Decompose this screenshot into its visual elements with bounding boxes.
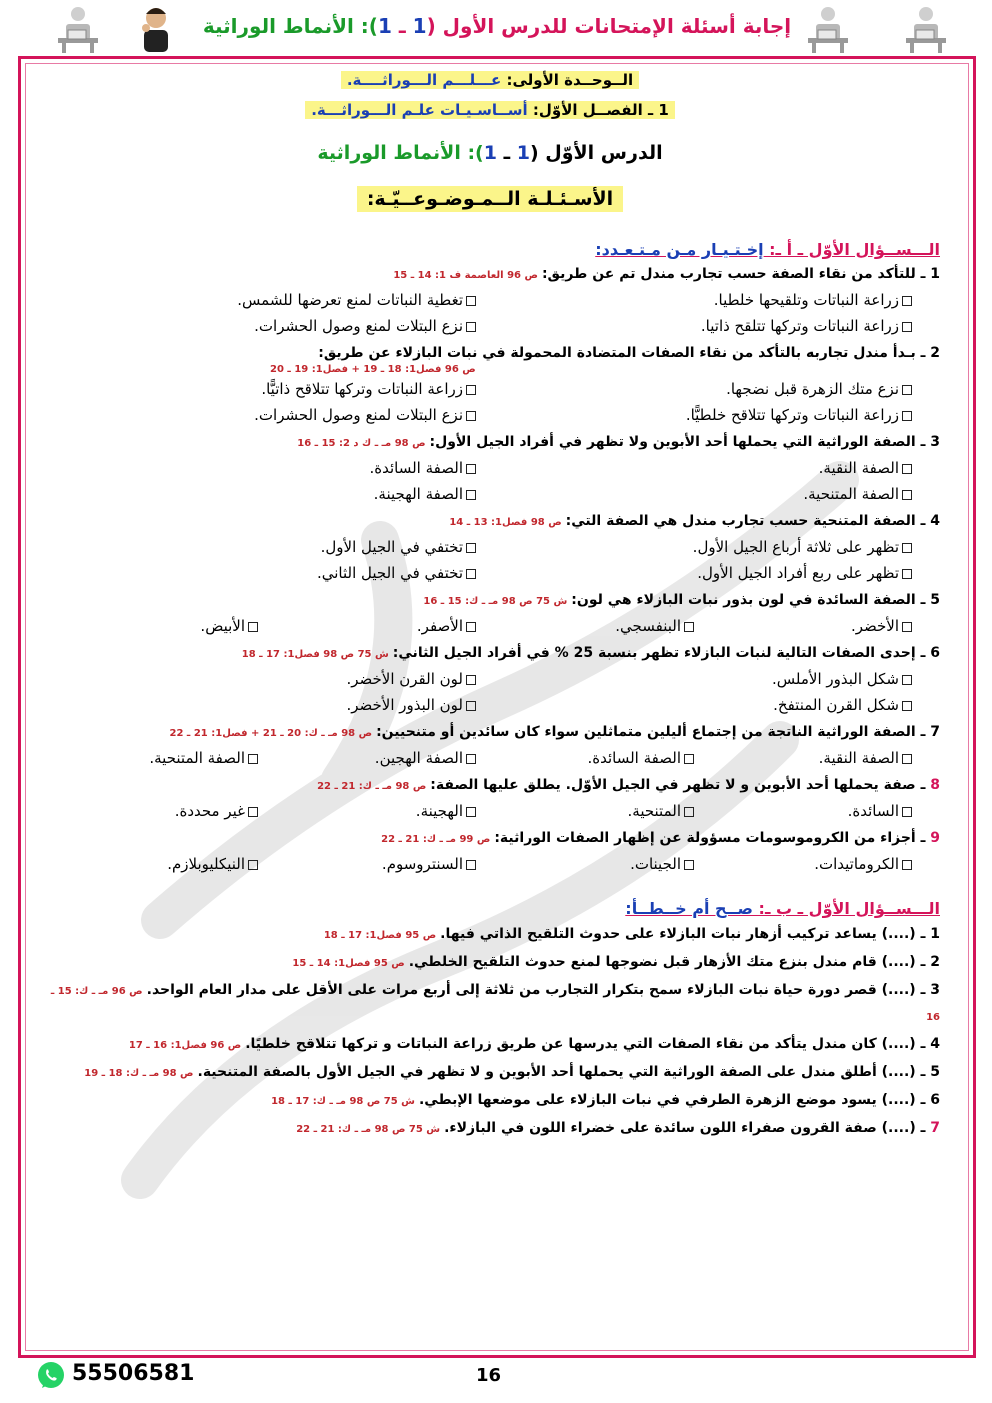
checkbox-icon — [684, 622, 694, 632]
answer-option[interactable]: الصفة النقية. — [476, 455, 912, 481]
phone-number: 55506581 — [72, 1361, 195, 1386]
answer-option[interactable]: الهجينة. — [258, 798, 476, 824]
statement-item: 2 ـ (....) قام مندل بنزع متك الأزهار قبل نضوجها لمنع حدوث التلقيح الخلطي.ص 95 فصل1: 14 ـ 15 — [292, 954, 940, 970]
checkbox-icon — [466, 569, 476, 579]
thinking-man-icon — [128, 2, 180, 54]
statement-item: 7 ـ (....) صفة القرون صفراء اللون سائدة على خضراء اللون في البازلاء.ش 75 ص 98 مـ ـ ك: 21 ـ 22 — [296, 1120, 940, 1136]
question-item: 4 ـ الصفة المتنحية حسب تجارب مندل هي الصفة التي:ص 98 فصل1: 13 ـ 14 — [449, 513, 940, 529]
answer-option[interactable]: تختفي في الجيل الثاني. — [40, 560, 476, 586]
page-title: إجابة أسئلة الإمتحانات للدرس الأول (1 ـ 1): الأنماط الوراثية — [202, 14, 792, 38]
checkbox-icon — [902, 543, 912, 553]
checkbox-icon — [902, 296, 912, 306]
answer-option[interactable]: الكروماتيدات. — [694, 851, 912, 877]
question-item: 5 ـ الصفة السائدة في لون بذور نبات البازلاء هي لون:ش 75 ص 98 مـ ـ ك: 15 ـ 16 — [423, 592, 940, 608]
checkbox-icon — [466, 701, 476, 711]
checkbox-icon — [902, 569, 912, 579]
question-item: 9 ـ أجزاء من الكروموسومات مسؤولة عن إظهار الصفات الوراثية:ص 99 مـ ـ ك: 21 ـ 22 — [381, 830, 940, 846]
answer-option[interactable]: لون القرن الأخضر. — [40, 666, 476, 692]
answer-option[interactable]: الجينات. — [476, 851, 694, 877]
statement-item: 6 ـ (....) يسود موضع الزهرة الطرفي في نبات البازلاء على موضعها الإبطي.ش 75 ص 98 مـ ـ ك: 17 ـ 18 — [271, 1092, 940, 1108]
whatsapp-icon — [36, 1361, 66, 1391]
section-b-heading: الـــســؤال الأوّل ـ ب ـ: صــح أم خــطــأ: — [625, 899, 940, 918]
answer-option[interactable]: الصفة السائدة. — [40, 455, 476, 481]
true-false-list — [40, 922, 940, 1142]
answer-option[interactable]: نزع متك الزهرة قبل نضجها. — [476, 376, 912, 402]
checkbox-icon — [902, 622, 912, 632]
answer-option[interactable]: تختفي في الجيل الأول. — [40, 534, 476, 560]
answer-option[interactable]: تظهر على ثلاثة أرباع الجيل الأول. — [476, 534, 912, 560]
checkbox-icon — [248, 807, 258, 817]
checkbox-icon — [684, 860, 694, 870]
student-at-desk-icon — [802, 2, 854, 54]
answer-option[interactable]: تظهر على ربع أفراد الجيل الأول. — [476, 560, 912, 586]
checkbox-icon — [902, 411, 912, 421]
checkbox-icon — [466, 385, 476, 395]
checkbox-icon — [902, 675, 912, 685]
answer-option[interactable]: المتنحية. — [476, 798, 694, 824]
checkbox-icon — [466, 807, 476, 817]
statement-item: 3 ـ (....) قصر دورة حياة نبات البازلاء سمح بتكرار التجارب من ثلاثة إلى أربع مرات على الأقل على مدار العام الواحد.ص 96 مـ ـ ك: 15 ـ 16 — [50, 982, 940, 1023]
answer-option[interactable]: الأخضر. — [694, 613, 912, 639]
page-header — [0, 0, 992, 58]
question-item: 7 ـ الصفة الوراثية الناتجة من إجتماع أليلين متماثلين سواء كان سائدين أو متنحيين:ص 98 مـ ـ ك: 20 ـ 21 + فصل1: 21 ـ 22 — [169, 724, 940, 740]
checkbox-icon — [466, 675, 476, 685]
answer-option[interactable]: زراعة النباتات وتلقيحها خلطيا. — [476, 287, 912, 313]
checkbox-icon — [902, 807, 912, 817]
objective-questions-title: الأسـئـلـة الــمـوضـوعــيّـة: — [40, 188, 940, 222]
statement-item: 1 ـ (....) يساعد تركيب أزهار نبات البازلاء على حدوث التلقيح الذاتي فيها.ص 95 فصل1: 17 ـ 18 — [323, 926, 940, 942]
checkbox-icon — [466, 411, 476, 421]
checkbox-icon — [902, 754, 912, 764]
answer-option[interactable]: شكل القرن المنتفخ. — [476, 692, 912, 718]
answer-option[interactable]: الصفة النقية. — [694, 745, 912, 771]
checkbox-icon — [466, 622, 476, 632]
checkbox-icon — [466, 754, 476, 764]
answer-option[interactable]: الأصفر. — [258, 613, 476, 639]
question-item: 8 ـ صفة يحملها أحد الأبوين و لا تظهر في الجيل الأوّل. يطلق عليها الصفة:ص 98 مـ ـ ك: 21 ـ 22 — [317, 777, 940, 793]
student-at-desk-icon — [900, 2, 952, 54]
checkbox-icon — [466, 464, 476, 474]
checkbox-icon — [466, 860, 476, 870]
question-item: 1 ـ للتأكد من نقاء الصفة حسب تجارب مندل تم عن طريق:ص 96 العاصمة ف 1: 14 ـ 15 — [393, 266, 940, 282]
question-item: 3 ـ الصفة الوراثية التي يحملها أحد الأبوين ولا تظهر في أفراد الجيل الأول:ص 98 مـ ـ ك د 2: 15 ـ 16 — [297, 434, 940, 450]
checkbox-icon — [902, 490, 912, 500]
answer-option[interactable]: السنتروسوم. — [258, 851, 476, 877]
checkbox-icon — [684, 807, 694, 817]
section-a-heading: الـــســؤال الأوّل ـ أ ـ: إخـتـيـار مـن مـتـعـدد: — [595, 240, 940, 259]
checkbox-icon — [902, 860, 912, 870]
statement-item: 4 ـ (....) كان مندل يتأكد من نقاء الصفات التي يدرسها عن طريق زراعة النباتات و تركها تتلاقح خلطيًا.ص 96 فصل1: 16 ـ 17 — [128, 1036, 940, 1052]
answer-option[interactable]: الصفة المتنحية. — [476, 481, 912, 507]
answer-option[interactable]: لون البذور الأخضر. — [40, 692, 476, 718]
chapter-heading: 1 ـ الفصــل الأوّل: أســاسـيـات علـم الـــوراثـــة. — [40, 100, 940, 124]
checkbox-icon — [466, 543, 476, 553]
answer-option[interactable]: الأبيض. — [40, 613, 258, 639]
mcq-list: 1 ـ للتأكد من نقاء الصفة حسب تجارب مندل تم عن طريق:ص 96 العاصمة ف 1: 14 ـ 15 زراعة النباتات وتلقيحها خلطيا. تغطية النباتات لمنع تعرضها للشمس. زراعة النباتات وتركها تتلقح ذاتيا. نزع البتلات لمنع وصول الحشرات. 2 ـ بـدأ مندل تجاربه بالتأكد من نقاء الصفات المتضادة المحمولة في نبات البازلاء عن طريق: ص 96 فصل1: 18 ـ 19 + فصل1: 19 ـ 20 نزع متك الزهرة قبل نضجها. زراعة النباتات وتركها تتلاقح ذاتيًّا. زراعة النباتات وتركها تتلاقح خلطيًّا. نزع البتلات لمنع وصول الحشرات. 3 ـ الصفة الوراثية التي يحملها أحد الأبوين ولا تظهر في أفراد الجيل الأول:ص 98 مـ ـ ك د 2: 15 ـ 16 الصفة النقية. الصفة السائدة. الصفة المتنحية. الصفة الهجينة. 4 ـ الصفة المتنحية حسب تجارب مندل هي الصفة التي:ص 98 فصل1: 13 ـ 14 تظهر على ثلاثة أرباع الجيل الأول. تختفي في الجيل الأول. تظهر على ربع أفراد الجيل الأول. تختفي في الجيل الثاني. 5 ـ الصفة السائدة في لون بذور نبات البازلاء هي لون:ش 75 ص 98 مـ ـ ك: 15 ـ 16 الأخضر. البنفسجي. الأصفر. الأبيض. 6 ـ إحدى الصفات التالية لنبات البازلاء تظهر بنسبة 25 % في أفراد الجيل الثاني:ش 75 ص 98 فصل1: 17 ـ 18 شكل البذور الأملس. لون القرن الأخضر. شكل القرن المنتفخ. لون البذور الأخضر. 7 ـ الصفة الوراثية الناتجة من إجتماع أليلين متماثلين سواء كان سائدين أو متنحيين:ص 98 مـ ـ ك: 20 ـ 21 + فصل1: 21 ـ 22 الصفة النقية. الصفة السائدة. الصفة الهجين. الصفة المتنحية. 8 ـ صفة يحملها أحد الأبوين و لا تظهر في الجيل الأوّل. يطلق عليها الصفة:ص 98 مـ ـ ك: 21 ـ 22 السائدة. المتنحية. الهجينة. غير محددة. 9 ـ أجزاء من الكروموسومات مسؤولة عن إظهار الصفات الوراثية:ص 99 مـ ـ ك: 21 ـ 22 الكروماتيدات. الجينات. السنتروسوم. النيكليوبلازم. — [40, 263, 940, 877]
checkbox-icon — [902, 464, 912, 474]
answer-option[interactable]: زراعة النباتات وتركها تتلقح ذاتيا. — [476, 313, 912, 339]
question-item: 6 ـ إحدى الصفات التالية لنبات البازلاء تظهر بنسبة 25 % في أفراد الجيل الثاني:ش 75 ص 98 فصل1: 17 ـ 18 — [241, 645, 940, 661]
lesson-title: الدرس الأوّل (1 ـ 1): الأنماط الوراثية — [317, 142, 663, 164]
answer-option[interactable]: الصفة المتنحية. — [40, 745, 258, 771]
answer-option[interactable]: نزع البتلات لمنع وصول الحشرات. — [40, 313, 476, 339]
answer-option[interactable]: تغطية النباتات لمنع تعرضها للشمس. — [40, 287, 476, 313]
answer-option[interactable]: السائدة. — [694, 798, 912, 824]
student-at-desk-icon — [52, 2, 104, 54]
checkbox-icon — [466, 296, 476, 306]
answer-option[interactable]: زراعة النباتات وتركها تتلاقح خلطيًّا. — [476, 402, 912, 428]
answer-option[interactable]: الصفة الهجين. — [258, 745, 476, 771]
document-body — [40, 64, 940, 1354]
answer-option[interactable]: النيكليوبلازم. — [40, 851, 258, 877]
answer-option[interactable]: غير محددة. — [40, 798, 258, 824]
unit-heading: الــوحــدة الأولى: عـــلـــم الـــوراثــــة. — [40, 70, 940, 94]
page-number: 16 — [476, 1365, 502, 1386]
checkbox-icon — [902, 701, 912, 711]
page-footer — [0, 1355, 992, 1403]
answer-option[interactable]: شكل البذور الأملس. — [476, 666, 912, 692]
answer-option[interactable]: نزع البتلات لمنع وصول الحشرات. — [40, 402, 476, 428]
checkbox-icon — [684, 754, 694, 764]
answer-option[interactable]: زراعة النباتات وتركها تتلاقح ذاتيًّا. — [40, 376, 476, 402]
checkbox-icon — [248, 860, 258, 870]
checkbox-icon — [902, 322, 912, 332]
checkbox-icon — [466, 490, 476, 500]
checkbox-icon — [466, 322, 476, 332]
checkbox-icon — [248, 622, 258, 632]
checkbox-icon — [248, 754, 258, 764]
question-item: 2 ـ بـدأ مندل تجاربه بالتأكد من نقاء الصفات المتضادة المحمولة في نبات البازلاء عن طريق: — [318, 345, 940, 361]
answer-option[interactable]: الصفة السائدة. — [476, 745, 694, 771]
answer-option[interactable]: الصفة الهجينة. — [40, 481, 476, 507]
statement-item: 5 ـ (....) أطلق مندل على الصفة الوراثية التي يحملها أحد الأبوين و لا تظهر في الجيل الأول بالصفة المتنحية.ص 98 مـ ـ ك: 18 ـ 19 — [84, 1064, 940, 1080]
checkbox-icon — [902, 385, 912, 395]
answer-option[interactable]: البنفسجي. — [476, 613, 694, 639]
